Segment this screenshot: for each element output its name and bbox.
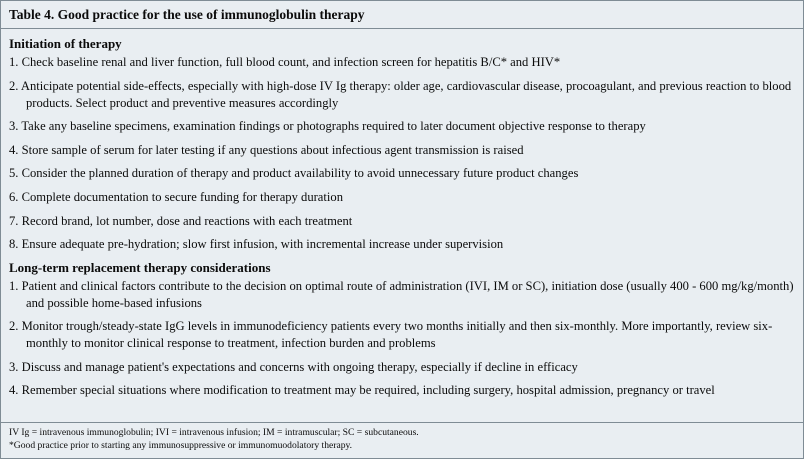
table-title: Table 4. Good practice for the use of immunoglobulin therapy (1, 1, 803, 29)
list-item: 1. Check baseline renal and liver function, full blood count, and infection screen for hepatitis B/C* and HIV* (9, 55, 561, 70)
list-item: 8. Ensure adequate pre-hydration; slow first infusion, with incremental increase under supervision (9, 237, 504, 252)
list-item: 2. Monitor trough/steady-state IgG levels in immunodeficiency patients every two months initially and then six-monthly. More importantly, review six-monthly to monitor clinical response to treatment, infection burden and problems (9, 319, 773, 350)
list-item: 3. Discuss and manage patient's expectations and concerns with ongoing therapy, especially if decline in efficacy (9, 359, 578, 374)
list-item: 5. Consider the planned duration of therapy and product availability to avoid unnecessary future product changes (9, 166, 579, 181)
list-item: 2. Anticipate potential side-effects, especially with high-dose IV Ig therapy: older age, cardiovascular disease, procoagulant, and previous reaction to blood products. Select product and preventive measures accordingly (9, 79, 792, 110)
table-body (1, 29, 803, 399)
footnote-abbreviations: IV Ig = intravenous immunoglobulin; IVI = intravenous infusion; IM = intramuscular; SC = subcutaneous. (9, 427, 419, 439)
list-item: 3. Take any baseline specimens, examination findings or photographs required to later document objective response to therapy (9, 119, 646, 134)
section-heading-long-term: Long-term replacement therapy considerations (9, 259, 271, 275)
list-item: 4. Store sample of serum for later testing if any questions about infectious agent transmission is raised (9, 142, 524, 157)
list-item: 6. Complete documentation to secure funding for therapy duration (9, 190, 343, 205)
list-item: 7. Record brand, lot number, dose and reactions with each treatment (9, 213, 353, 228)
footnotes (1, 422, 803, 458)
footnote-asterisk: *Good practice prior to starting any immunosuppressive or immunomuodolatory therapy. (9, 439, 353, 451)
list-item: 1. Patient and clinical factors contribute to the decision on optimal route of administration (IVI, IM or SC), initiation dose (usually 400 - 600 mg/kg/month) and possible home-based infusions (9, 279, 794, 310)
list-item: 4. Remember special situations where modification to treatment may be required, including surgery, hospital admission, pregnancy or travel (9, 383, 715, 398)
section-heading-initiation: Initiation of therapy (9, 36, 122, 52)
